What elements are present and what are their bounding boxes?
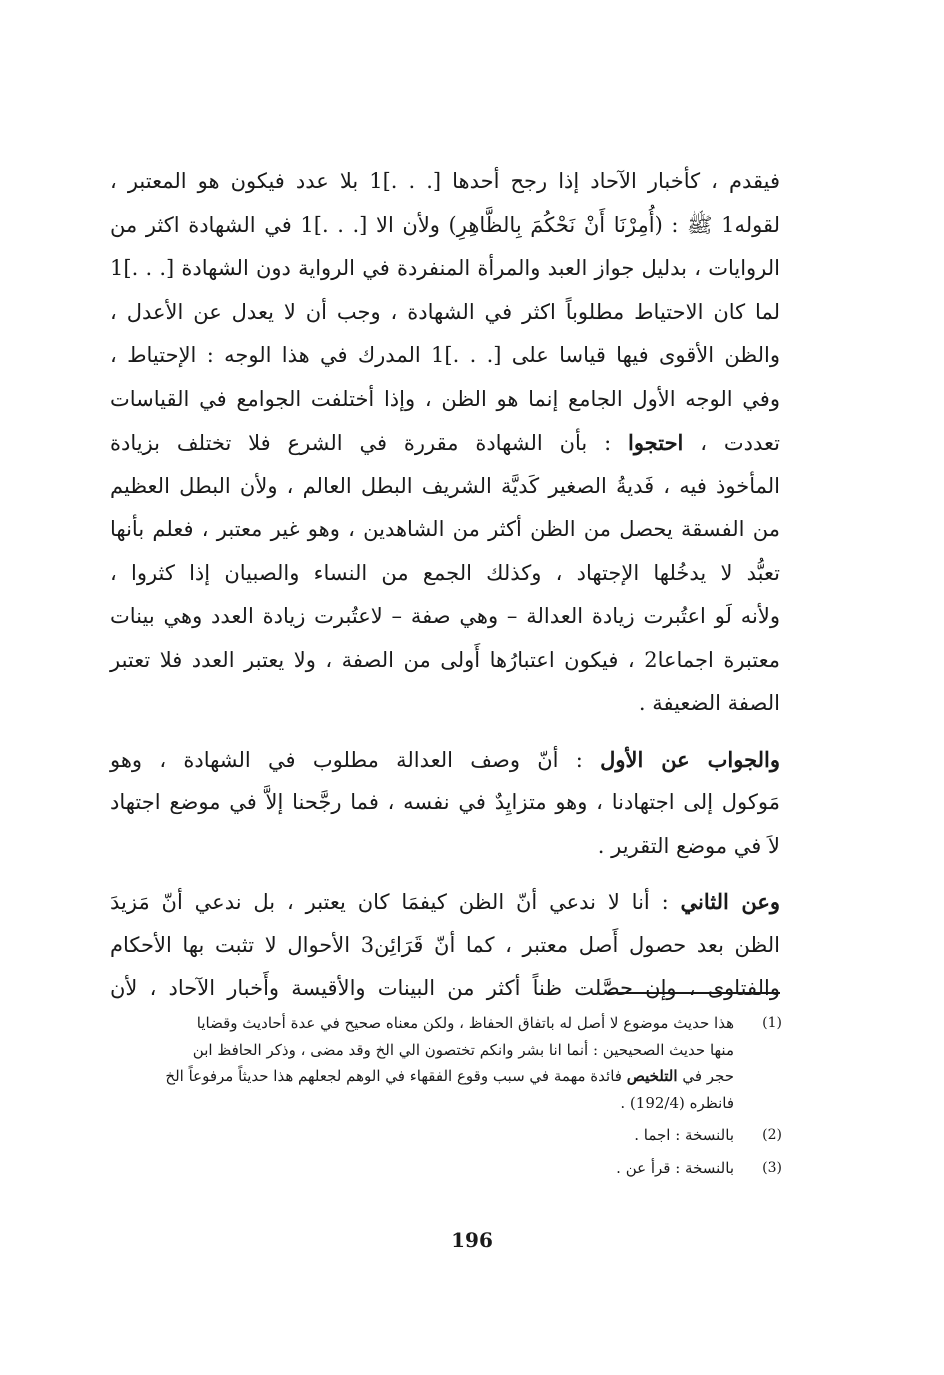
text-line: من الفسقة يحصل من الظن أكثر من الشاهدين ، وهو غير معتبر ، فعلم بأنها (110, 517, 780, 541)
footnote-number: (2) (762, 1127, 782, 1143)
text-line: الظن بعد حصول أَصل معتبر ، كما أنّ قَرَائِن3 الأحوال لا تثبت بها الأحكام (110, 932, 780, 957)
text-line: المأخوذ فيه ، فَديةُ الصغير كَديَّة الشريف البطل العالم ، ولأن البطل العظيم (110, 473, 780, 498)
paragraph (110, 738, 780, 869)
main-text (110, 160, 780, 1011)
paragraph (110, 160, 780, 726)
text-line: لقوله1 ﷺ : (أُمِرْنَا أَنْ نَحْكُمَ بِالظَّاهِرِ) ولأن الا [. . .]1 في الشهادة اكثر من (110, 212, 781, 237)
text-line: معتبرة اجماعا2 ، فيكون اعتبارُها أَولى من الصفة ، ولا يعتبر العدد فلا تعتبر (110, 647, 780, 672)
page-number: 196 (451, 1228, 493, 1252)
text-line: وعن الثاني : أنا لا ندعي أنّ الظن كيفمَا كان يعتبر ، بل ندعي أنّ مَزيدَ (110, 889, 780, 914)
text-line: لما كان الاحتياط مطلوباً اكثر في الشهادة ، وجب أن لا يعدل عن الأعدل ، (110, 299, 780, 324)
footnote-line: فانظره (192/4) . (620, 1093, 734, 1112)
footnote (110, 1155, 782, 1182)
footnote-number: (3) (762, 1159, 782, 1176)
text-line: ولأنه لَو اعتُبرت زيادة العدالة – وهي صفة – لاعتُبرت زيادة العدد وهي بينات (110, 604, 780, 628)
text-line: لاَ في موضع التقرير . (597, 833, 780, 858)
footnote-line: منها حديث الصحيحين : أنما انا بشر وانكم تختصون الي الخ وقد مضى ، وذكر الحافظ ابن (192, 1040, 734, 1059)
footnote (110, 1010, 782, 1116)
paragraph (110, 880, 780, 1011)
text-line: والجواب عن الأول : أنّ وصف العدالة مطلوب في الشهادة ، وهو (110, 746, 780, 772)
text-line: تعبُّد لا يدخُلها الإجتهاد ، وكذلك الجمع من النساء والصبيان إذا كثروا ، (110, 560, 780, 585)
text-line: تعددت ، احتجوا : بأن الشهادة مقررة في الشرع فلا تختلف بزيادة (110, 430, 780, 455)
footnote-line: بالنسخة : قرأ عن . (616, 1158, 734, 1177)
text-line: والظن الأقوى فيها قياسا على [. . .]1 المدرك في هذا الوجه : الإحتياط ، (110, 343, 780, 367)
text-line: الروايات ، بدليل جواز العبد والمرأة المنفردة في الرواية دون الشهادة [. . .]1 (110, 256, 780, 280)
footnote (110, 1122, 782, 1149)
footnote-separator (608, 992, 780, 994)
bold-term: احتجوا (628, 430, 684, 455)
footnote-line: بالنسخة : اجما . (634, 1126, 734, 1144)
bold-term: وعن الثاني (680, 889, 780, 914)
footnotes (110, 1010, 782, 1181)
text-line: الصفة الضعيفة . (638, 691, 780, 715)
text-line: والفتاوى ، وإن حصَّلت ظناً أكثر من البينات والأقيسة وأَخبار الآحاد ، لأن (110, 976, 780, 1000)
bold-term: التلخيص (626, 1067, 678, 1085)
text-line: وفي الوجه الأول الجامع إنما هو الظن ، وإذا أختلفت الجوامع في القياسات (110, 386, 780, 411)
text-line: مَوكول إلى اجتهادنا ، وهو متزايِدٌ في نفسه ، فما رجَّحنا إلاَّ في موضع اجتهاد (110, 790, 780, 814)
bold-term: والجواب عن الأول (600, 746, 780, 772)
footnote-line: هذا حديث موضوع لا أصل له باتفاق الحفاظ ، ولكن معناه صحيح في عدة أحاديث وقضايا (196, 1014, 734, 1032)
footnote-number: (1) (762, 1015, 782, 1031)
footnote-line: حجر في التلخيص فائدة مهمة في سبب وقوع الفقهاء في الوهم لجعلهم هذا حديثاً مرفوعاً الخ (165, 1067, 734, 1085)
text-line: فيقدم ، كأخبار الآحاد إذا رجح أحدها [. . .]1 بلا عدد فيكون هو المعتبر ، (110, 169, 780, 193)
